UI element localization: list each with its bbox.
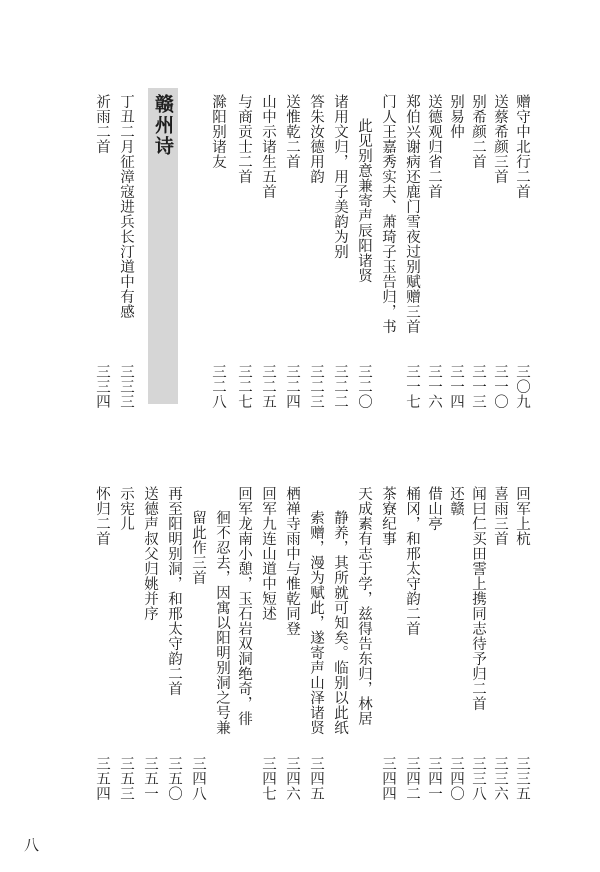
toc-entry-title: 丁丑二月征漳寇进兵长汀道中有感 (118, 94, 134, 319)
toc-entry-page: 三四二 (404, 756, 420, 801)
toc-entry-title: 祈雨二首 (94, 94, 110, 154)
toc-entry-title: 闻曰仁买田霅上携同志待予归二首 (470, 486, 486, 711)
lower-contents (0, 486, 600, 816)
toc-entry[interactable] (282, 486, 302, 816)
toc-entry[interactable] (330, 94, 350, 424)
toc-entry-title: 示宪儿 (118, 486, 134, 531)
toc-entry-title: 诸用文归，用子美韵为别 (332, 94, 348, 259)
toc-entry-page: 三〇九 (514, 364, 530, 409)
toc-entry[interactable] (468, 486, 488, 816)
toc-entry-title: 回军九连山道中短述 (260, 486, 276, 621)
toc-entry[interactable] (188, 486, 208, 816)
toc-entry-page: 三一〇 (492, 364, 508, 409)
toc-entry-title: 索赠，漫为赋此，遂寄声山泽诸贤 (308, 510, 324, 735)
toc-entry[interactable] (92, 486, 112, 816)
toc-entry[interactable] (468, 94, 488, 424)
toc-entry-title: 送德观归省二首 (426, 94, 442, 199)
toc-entry[interactable] (208, 94, 228, 424)
toc-entry-page: 三四四 (380, 756, 396, 801)
toc-entry-page: 三一四 (448, 364, 464, 409)
toc-entry-page: 三五四 (94, 756, 110, 801)
toc-entry-title: 栖禅寺雨中与惟乾同登 (284, 486, 300, 636)
toc-entry[interactable] (354, 94, 374, 424)
toc-entry-page: 三三五 (514, 756, 530, 801)
upper-contents (0, 94, 600, 424)
toc-entry[interactable] (424, 94, 444, 424)
toc-entry-title: 留此作三首 (190, 510, 206, 585)
toc-entry-page: 三一六 (426, 364, 442, 409)
toc-entry[interactable] (164, 486, 184, 816)
toc-entry-title: 此见别意兼寄声辰阳诸贤 (356, 118, 372, 283)
toc-entry-page: 三一三 (470, 364, 486, 409)
toc-entry-page: 三三六 (492, 756, 508, 801)
toc-entry-title: 天成素有志于学，兹得告东归，林居 (356, 486, 372, 726)
toc-entry-title: 送蔡希颜三首 (492, 94, 508, 184)
toc-entry[interactable] (258, 486, 278, 816)
toc-entry[interactable] (354, 486, 374, 816)
section-heading: 赣州诗 (152, 94, 174, 157)
toc-entry-page: 三二二 (332, 364, 348, 409)
toc-entry-title: 门人王嘉秀实夫、萧琦子玉告归，书 (380, 94, 396, 334)
toc-entry-title: 送德声叔父归姚并序 (142, 486, 158, 621)
toc-entry-title: 滁阳别诸友 (210, 94, 226, 169)
toc-entry[interactable] (92, 94, 112, 424)
toc-entry[interactable] (378, 486, 398, 816)
toc-entry[interactable] (490, 94, 510, 424)
toc-entry-title: 借山亭 (426, 486, 442, 531)
toc-entry-page: 三二三 (308, 364, 324, 409)
toc-entry-title: 怀归二首 (94, 486, 110, 546)
toc-entry-title: 赠守中北行二首 (514, 94, 530, 199)
toc-entry[interactable] (490, 486, 510, 816)
toc-entry[interactable] (446, 486, 466, 816)
toc-entry-title: 答朱汝德用韵 (308, 94, 324, 184)
toc-entry-page: 三四〇 (448, 756, 464, 801)
toc-entry-title: 山中示诸生五首 (260, 94, 276, 199)
toc-entry[interactable] (306, 94, 326, 424)
toc-entry[interactable] (424, 486, 444, 816)
toc-entry-title: 别易仲 (448, 94, 464, 139)
toc-entry[interactable] (306, 486, 326, 816)
toc-entry-page: 三二八 (210, 364, 226, 409)
toc-entry-page: 三四八 (190, 756, 206, 801)
page-number: 八 (24, 836, 40, 854)
toc-entry[interactable] (212, 486, 232, 816)
toc-entry-page: 三四一 (426, 756, 442, 801)
toc-entry-page: 三一七 (404, 364, 420, 409)
toc-entry-page: 三二四 (284, 364, 300, 409)
toc-entry[interactable] (116, 94, 136, 424)
toc-entry[interactable] (234, 486, 254, 816)
toc-entry-page: 三四七 (260, 756, 276, 801)
toc-entry-page: 三五〇 (166, 756, 182, 801)
toc-entry[interactable] (330, 486, 350, 816)
toc-entry[interactable] (234, 94, 254, 424)
toc-entry-title: 还赣 (448, 486, 464, 516)
toc-entry-title: 别希颜二首 (470, 94, 486, 169)
toc-entry[interactable] (140, 486, 160, 816)
toc-entry-page: 三二七 (236, 364, 252, 409)
toc-entry[interactable] (512, 94, 532, 424)
toc-entry[interactable] (402, 486, 422, 816)
toc-entry[interactable] (258, 94, 278, 424)
toc-entry-title: 桶冈，和邢太守韵二首 (404, 486, 420, 636)
toc-entry[interactable] (116, 486, 136, 816)
toc-entry-title: 回军龙南小憩，玉石岩双洞绝奇，徘 (236, 486, 252, 726)
toc-entry-title: 送惟乾二首 (284, 94, 300, 169)
toc-entry-page: 三四五 (308, 756, 324, 801)
toc-entry-title: 郑伯兴谢病还鹿门雪夜过别赋赠三首 (404, 94, 420, 334)
toc-entry-title: 茶寮纪事 (380, 486, 396, 546)
toc-entry[interactable] (446, 94, 466, 424)
toc-entry-page: 三三四 (94, 364, 110, 409)
toc-entry-page: 三二五 (260, 364, 276, 409)
toc-entry[interactable] (282, 94, 302, 424)
toc-entry-title: 再至阳明别洞，和邢太守韵二首 (166, 486, 182, 696)
toc-entry[interactable] (402, 94, 422, 424)
toc-entry-page: 三三三 (118, 364, 134, 409)
toc-entry-page: 三三八 (470, 756, 486, 801)
toc-entry-title: 喜雨三首 (492, 486, 508, 546)
toc-entry-title: 徊不忍去，因寓以阳明别洞之号兼 (214, 510, 230, 735)
toc-entry-page: 三五三 (118, 756, 134, 801)
toc-entry-page: 三二〇 (356, 364, 372, 409)
toc-entry-page: 三四六 (284, 756, 300, 801)
toc-entry-title: 与商贡士二首 (236, 94, 252, 184)
toc-entry-page: 三五一 (142, 756, 158, 801)
toc-entry[interactable] (378, 94, 398, 424)
toc-entry[interactable] (512, 486, 532, 816)
toc-entry-title: 回军上杭 (514, 486, 530, 546)
toc-entry-title: 静养，其所就可知矣。临别以此纸 (332, 510, 348, 735)
